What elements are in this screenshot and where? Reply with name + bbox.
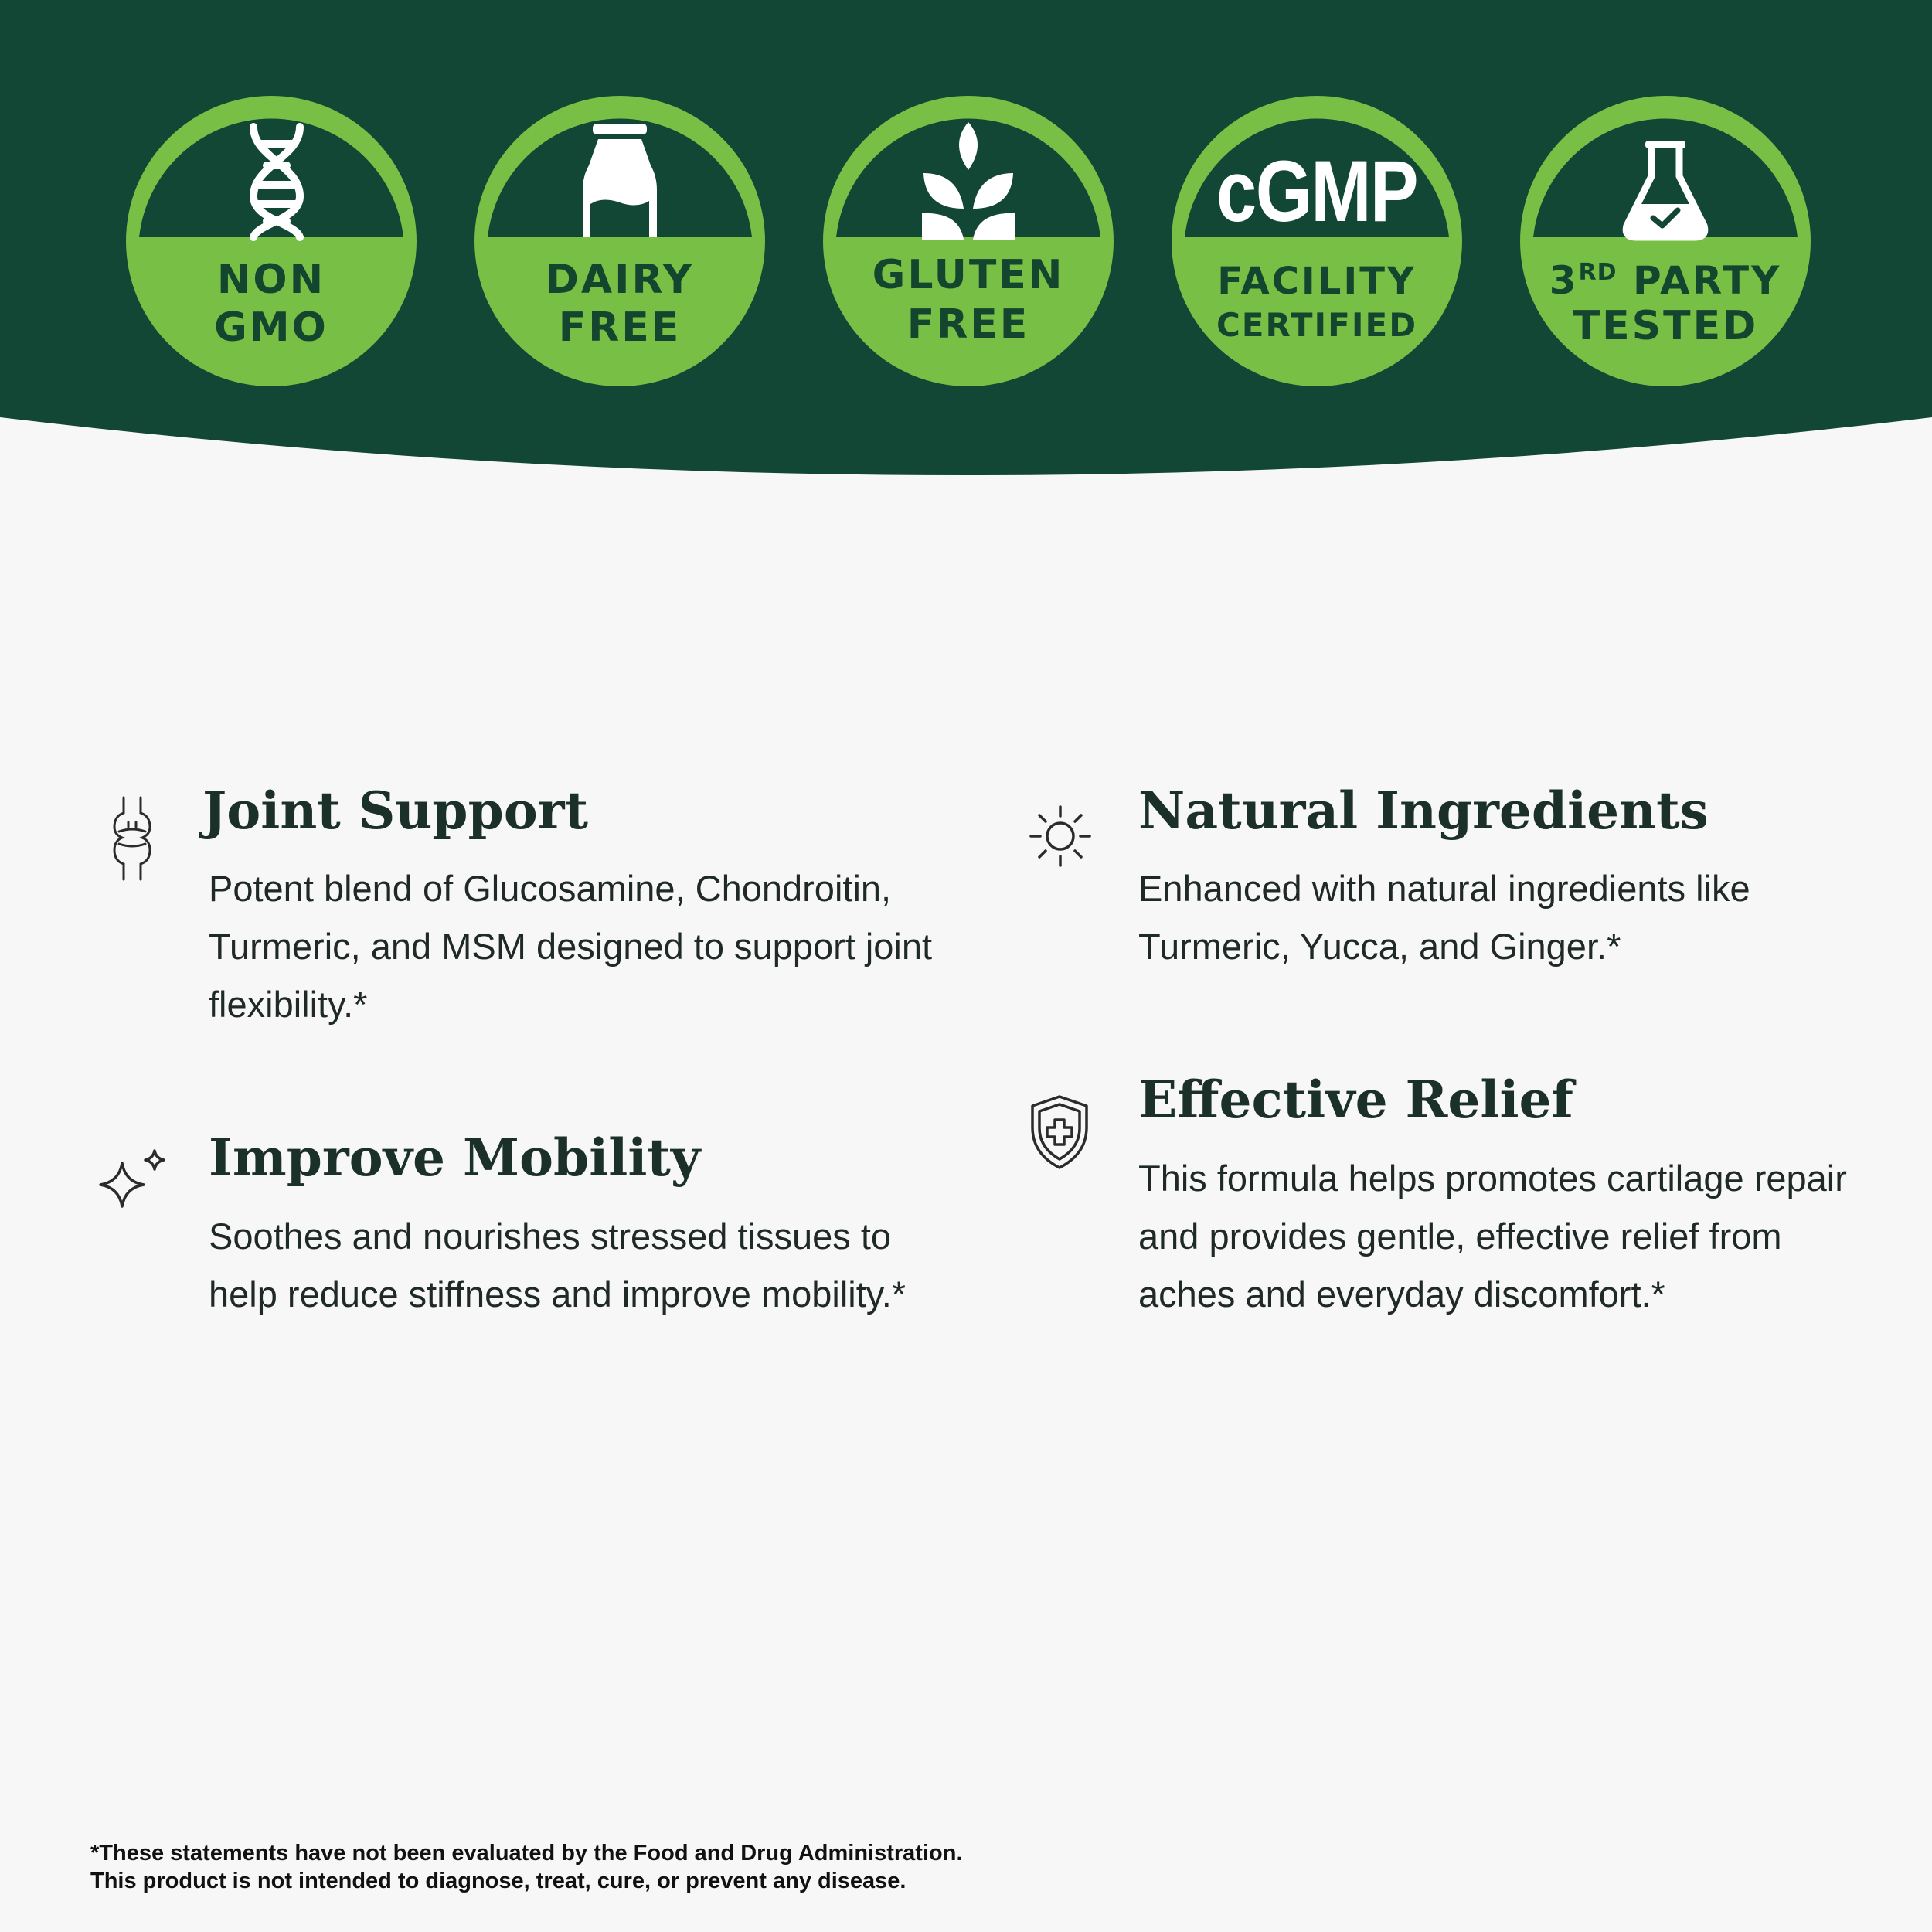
disclaimer-line1: *These statements have not been evaluated by the Food and Drug Administration. [90,1841,963,1866]
badge-label-party: PARTY [1632,258,1782,303]
badge-label-line1: FACILITY [1217,260,1417,303]
badge-gluten-free [823,96,1114,386]
badge-label-line2: FREE [558,304,682,351]
feature-description: Soothes and nourishes stressed tissues to help reduce stiffness and improve mobility.* [209,1216,906,1315]
badge-label-line2: FREE [906,301,1030,348]
disclaimer-line2: This product is not intended to diagnose, treat, cure, or prevent any disease. [90,1869,906,1893]
badge-non-gmo [126,96,417,386]
feature-description: Potent blend of Glucosamine, Chondroitin, Turmeric, and MSM designed to support joint flexibility.* [209,868,933,1025]
badge-cgmp-text: cGMP [1216,143,1417,240]
badge-cgmp-facility [1172,96,1462,386]
sparkle-icon [94,1148,172,1217]
feature-title: Joint Support [202,781,588,841]
badge-third-party-tested [1520,96,1811,386]
badge-label-line1: NON [216,257,326,303]
feature-title: Natural Ingredients [1138,781,1709,841]
sun-icon [1028,804,1093,869]
badge-label-number: 3 [1549,258,1579,303]
badge-dairy-free [474,96,765,386]
badge-label-line1 [1520,258,1811,303]
feature-title: Effective Relief [1138,1070,1573,1130]
badge-label-line1: GLUTEN [872,252,1065,298]
badge-label-ordinal: RD [1578,259,1617,286]
badge-label-line2: TESTED [1572,303,1759,349]
feature-title: Improve Mobility [209,1128,701,1188]
fda-disclaimer [90,1839,963,1895]
badge-label-line2: CERTIFIED [1216,306,1418,344]
badge-label-line2: GMO [214,304,328,351]
shield-plus-icon [1028,1094,1091,1171]
badge-label-line1: DAIRY [545,257,695,303]
feature-description: This formula helps promotes cartilage repair and provides gentle, effective relief from aches and everyday discomfort.* [1138,1158,1847,1315]
joint-icon [110,796,155,881]
feature-description: Enhanced with natural ingredients like Turmeric, Yucca, and Ginger.* [1138,868,1750,967]
